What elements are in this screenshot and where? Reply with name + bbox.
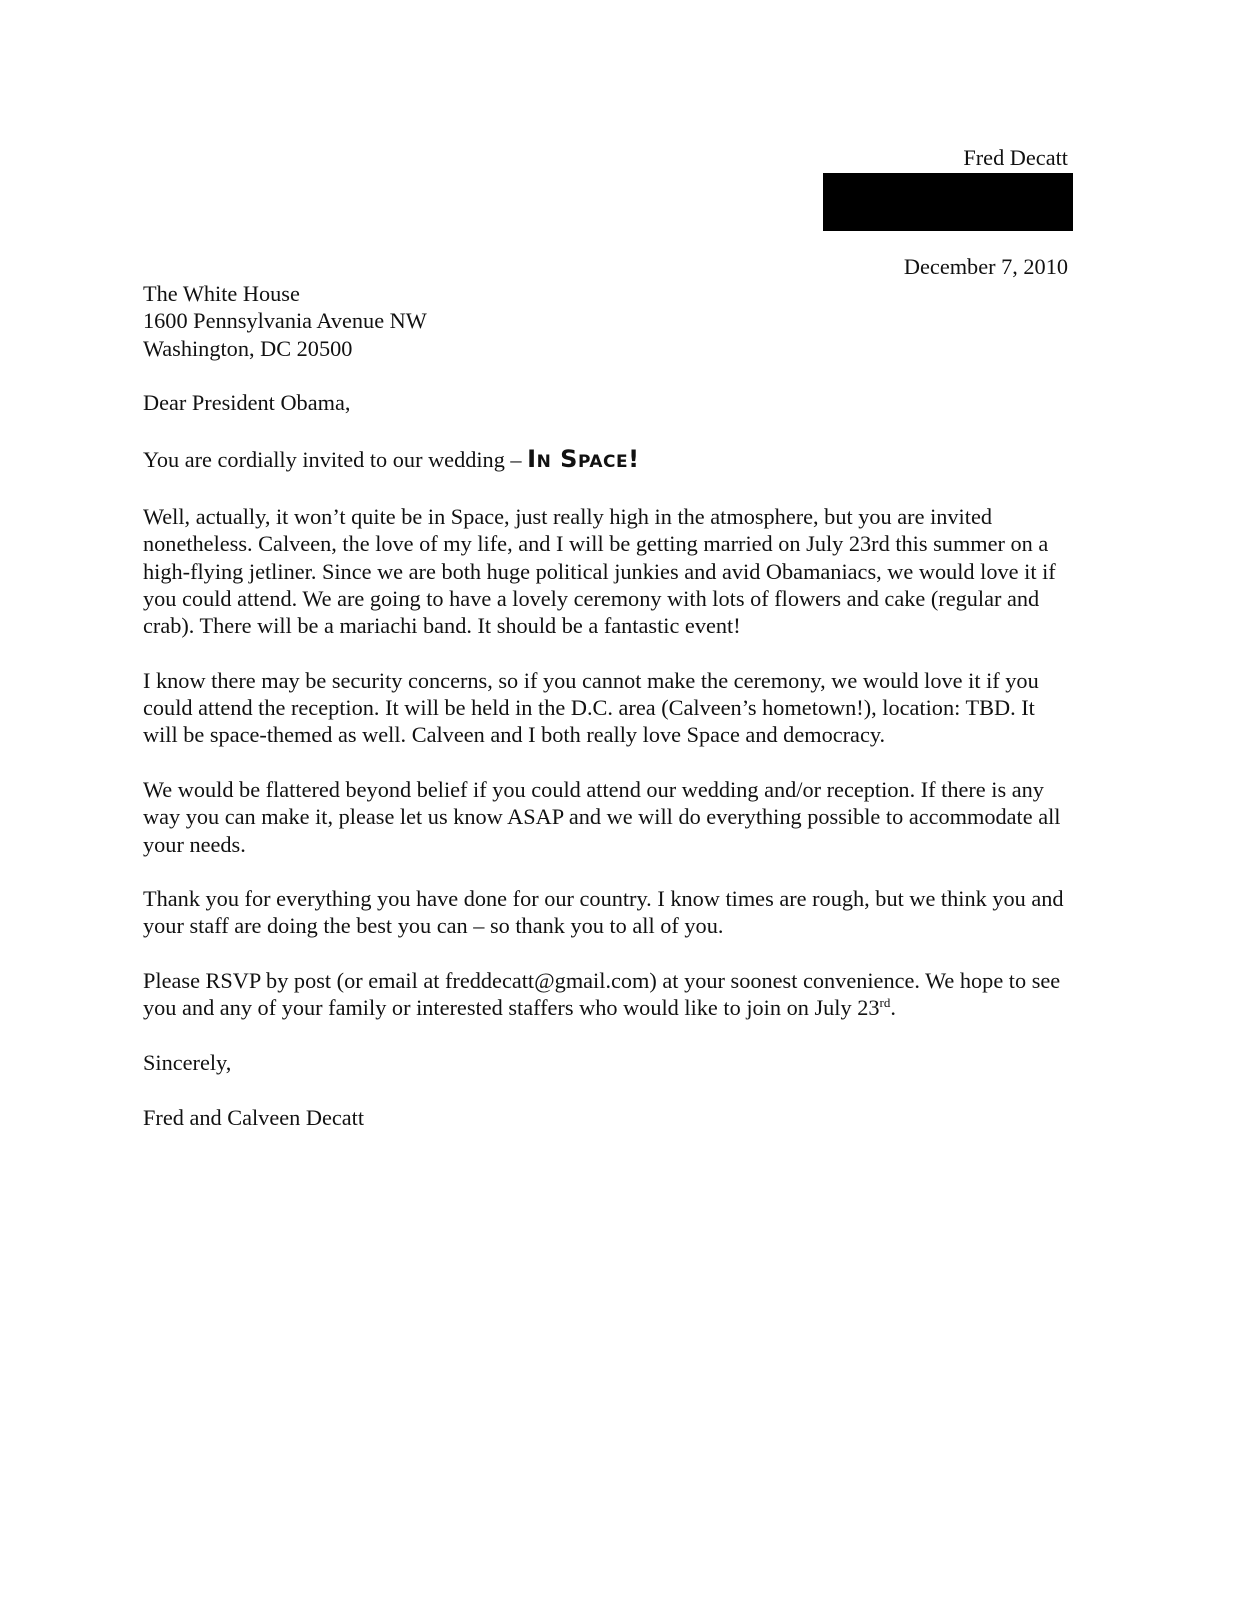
signature: Fred and Calveen Decatt (143, 1104, 365, 1130)
invitation-text: You are cordially invited to our wedding – (143, 447, 528, 472)
letter-body (143, 503, 1073, 1158)
redacted-address-block (823, 173, 1073, 231)
address-line: 1600 Pennsylvania Avenue NW (143, 308, 427, 334)
invitation-line (143, 446, 1073, 473)
body-paragraph: Thank you for everything you have done for our country. I know times are rough, but we think you and your staff are doing the best you can – so thank you to all of you. (143, 886, 1064, 939)
rsvp-superscript: rd (879, 995, 891, 1011)
body-paragraph: Well, actually, it won’t quite be in Space, just really high in the atmosphere, but you are invited nonetheless. Calveen, the love of my life, and I will be getting married on July 23rd this summer on a high-flying jetliner. Since we are both huge political junkies and avid Obamaniacs, we would love it if you could attend. We are going to have a lovely ceremony with lots of flowers and cake (regular and crab). There will be a mariachi band. It should be a fantastic event! (143, 504, 1056, 639)
address-line: The White House (143, 281, 300, 306)
rsvp-paragraph (143, 967, 1073, 1022)
salutation: Dear President Obama, (143, 390, 351, 415)
sender-name: Fred Decatt (963, 145, 1068, 170)
letter-date: December 7, 2010 (903, 254, 1068, 279)
closing: Sincerely, (143, 1049, 232, 1075)
in-space-emphasis: In Space! (527, 445, 640, 473)
rsvp-text: Please RSVP by post (or email at freddecatt@gmail.com) at your soonest convenience. We hope to see you and any of your family or interested staffers who would like to join on July 23 (143, 968, 1061, 1021)
recipient-address (143, 280, 1073, 362)
body-paragraph: We would be flattered beyond belief if you could attend our wedding and/or reception. If there is any way you can make it, please let us know ASAP and we will do everything possible to accommodate all your needs. (143, 776, 1061, 857)
address-line: Washington, DC 20500 (143, 335, 353, 361)
rsvp-end: . (890, 995, 896, 1021)
body-paragraph: I know there may be security concerns, so if you cannot make the ceremony, we would love it if you could attend the reception. It will be held in the D.C. area (Calveen’s hometown!), location: TBD. It will be space-themed as well. Calveen and I both really love Space and democracy. (143, 667, 1039, 748)
